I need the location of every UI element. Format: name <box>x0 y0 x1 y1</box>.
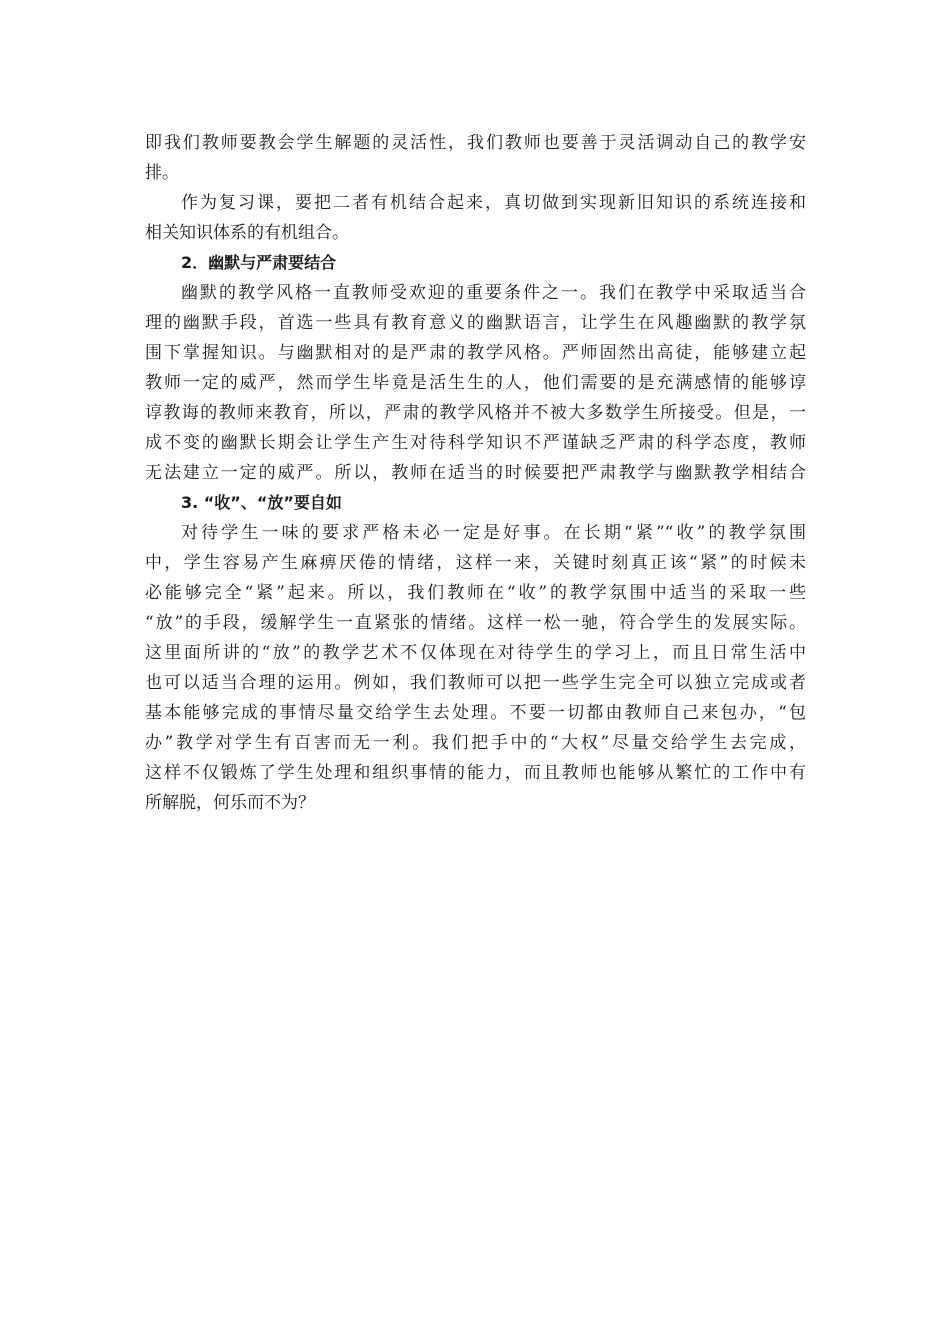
text-line: 围下掌握知识。与幽默相对的是严肃的教学风格。严师固然出高徒，能够建立起 <box>145 343 806 363</box>
text-line: 所解脱，何乐而不为？ <box>145 793 315 813</box>
text-line: 教师一定的威严，然而学生毕竟是活生生的人，他们需要的是充满感情的能够谆 <box>145 373 806 393</box>
text-line: 即我们教师要教会学生解题的灵活性，我们教师也要善于灵活调动自己的教学安 <box>145 133 806 153</box>
text-line: “放”的手段，缓解学生一直紧张的情绪。这样一松一驰，符合学生的发展实际。 <box>145 613 806 633</box>
section-heading-3: 3. “收”、“放”要自如 <box>181 493 342 512</box>
text-line: 相关知识体系的有机组合。 <box>145 223 349 243</box>
text-line: 对待学生一味的要求严格未必一定是好事。在长期“紧”“收”的教学氛围 <box>181 523 806 543</box>
text-line: 无法建立一定的威严。所以，教师在适当的时候要把严肃教学与幽默教学相结合 <box>145 463 806 483</box>
text-line: 理的幽默手段，首选一些具有教育意义的幽默语言，让学生在风趣幽默的教学氛 <box>145 313 806 333</box>
document-body <box>145 128 806 818</box>
text-line: 成不变的幽默长期会让学生产生对待科学知识不严谨缺乏严肃的科学态度，教师 <box>145 433 806 453</box>
section-heading-2: 2．幽默与严肃要结合 <box>181 253 337 272</box>
text-line: 这样不仅锻炼了学生处理和组织事情的能力，而且教师也能够从繁忙的工作中有 <box>145 763 806 783</box>
text-line: 作为复习课，要把二者有机结合起来，真切做到实现新旧知识的系统连接和 <box>181 193 806 213</box>
text-line: 中，学生容易产生麻痹厌倦的情绪，这样一来，关键时刻真正该“紧”的时候未 <box>145 553 806 573</box>
text-line: 基本能够完成的事情尽量交给学生去处理。不要一切都由教师自己来包办，“包 <box>145 703 806 723</box>
text-line: 必能够完全“紧”起来。所以，我们教师在“收”的教学氛围中适当的采取一些 <box>145 583 806 603</box>
paragraph-2 <box>145 188 806 248</box>
paragraph-4 <box>145 518 806 818</box>
text-line: 办”教学对学生有百害而无一利。我们把手中的“大权”尽量交给学生去完成， <box>145 733 806 753</box>
text-line: 也可以适当合理的运用。例如，我们教师可以把一些学生完全可以独立完成或者 <box>145 673 806 693</box>
paragraph-1 <box>145 128 806 188</box>
text-line: 这里面所讲的“放”的教学艺术不仅体现在对待学生的学习上，而且日常生活中 <box>145 643 806 663</box>
text-line: 幽默的教学风格一直教师受欢迎的重要条件之一。我们在教学中采取适当合 <box>181 283 806 303</box>
text-line: 谆教诲的教师来教育，所以，严肃的教学风格并不被大多数学生所接受。但是，一 <box>145 403 806 423</box>
text-line: 排。 <box>145 163 179 183</box>
paragraph-3 <box>145 278 806 488</box>
